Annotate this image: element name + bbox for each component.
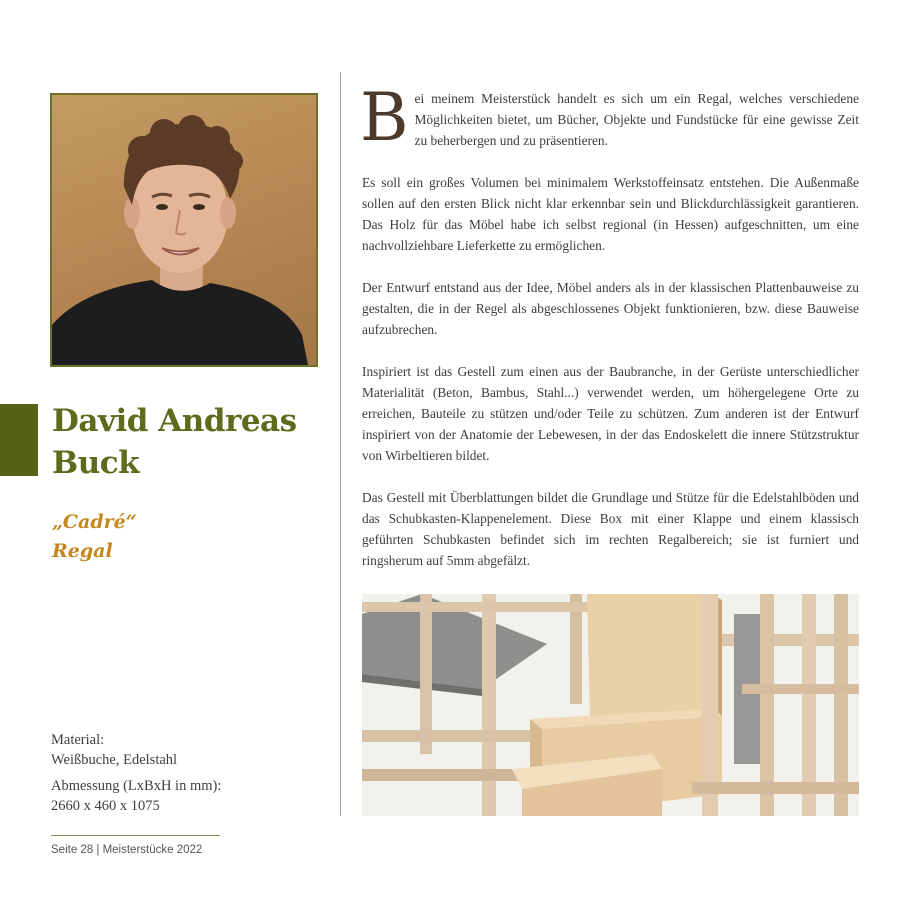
material-value: Weißbuche, Edelstahl: [51, 752, 178, 768]
size-label: Abmessung (LxBxH in mm):: [51, 778, 222, 794]
paragraph-5: Das Gestell mit Überblattungen bildet die Grundlage und Stütze für die Edelstahlböden und das Schubkasten-Klappenelement. Diese Box mit einer Klappe und einem klassisch geführten Schubkasten befindet sich im rechten Regalbereich; sie ist furniert und ringsherum auf 5mm abgefälzt.: [362, 490, 859, 568]
dropcap: B: [360, 79, 409, 156]
specs: [51, 730, 221, 816]
work-title-line2: Regal: [52, 540, 113, 562]
paragraph-1-text: ei meinem Meisterstück handelt es sich um ein Regal, welches verschiedene Möglichkeiten bietet, um Bücher, Objekte und Fundstücke für eine gewisse Zeit zu beherbergen und zu präsentieren.: [414, 91, 859, 148]
material-label: Material:: [51, 732, 105, 748]
size-value: 2660 x 460 x 1075: [51, 798, 160, 814]
portrait-photo: [50, 93, 318, 367]
work-title-line1: „Cadré“: [52, 511, 137, 533]
page-footer: Seite 28 | Meisterstücke 2022: [51, 844, 203, 856]
footer-rule: [51, 835, 220, 836]
author-name-line1: David Andreas: [52, 403, 297, 439]
author-name: [52, 400, 312, 484]
paragraph-4: Inspiriert ist das Gestell zum einen aus der Baubranche, in der Gerüste unterschiedlicher Materialität (Beton, Bambus, Stahl...) verwendet werden, um höhergelegene Orte zu erreichen, Bauteile zu stützen und/oder Teile zu schützen. Zum anderen ist der Entwurf inspiriert von der Anatomie der Lebewesen, in der das Endoskelett die innere Stützstruktur von Wirbeltieren bildet.: [362, 364, 859, 463]
column-divider: [340, 72, 341, 816]
shelf-photo: [362, 594, 859, 816]
work-title: [52, 508, 137, 566]
body-text: [360, 79, 859, 592]
accent-bar: [0, 404, 38, 476]
author-name-line2: Buck: [52, 445, 140, 481]
paragraph-3: Der Entwurf entstand aus der Idee, Möbel anders als in der klassischen Plattenbauweise zu gestalten, die in der Regel als abgeschlossenes Objekt funktionieren, bzw. diese Bauweise aufzubrechen.: [362, 280, 859, 337]
paragraph-2: Es soll ein großes Volumen bei minimalem Werkstoffeinsatz entstehen. Die Außenmaße sollen auf den ersten Blick nicht klar erkennbar sein und Blickdurchlässigkeit garantieren. Das Holz für das Möbel habe ich selbst regional (in Hessen) aufgeschnitten, um eine nachvollziehbare Lieferkette zu ermöglichen.: [362, 175, 859, 253]
paragraph-1: [360, 79, 859, 156]
